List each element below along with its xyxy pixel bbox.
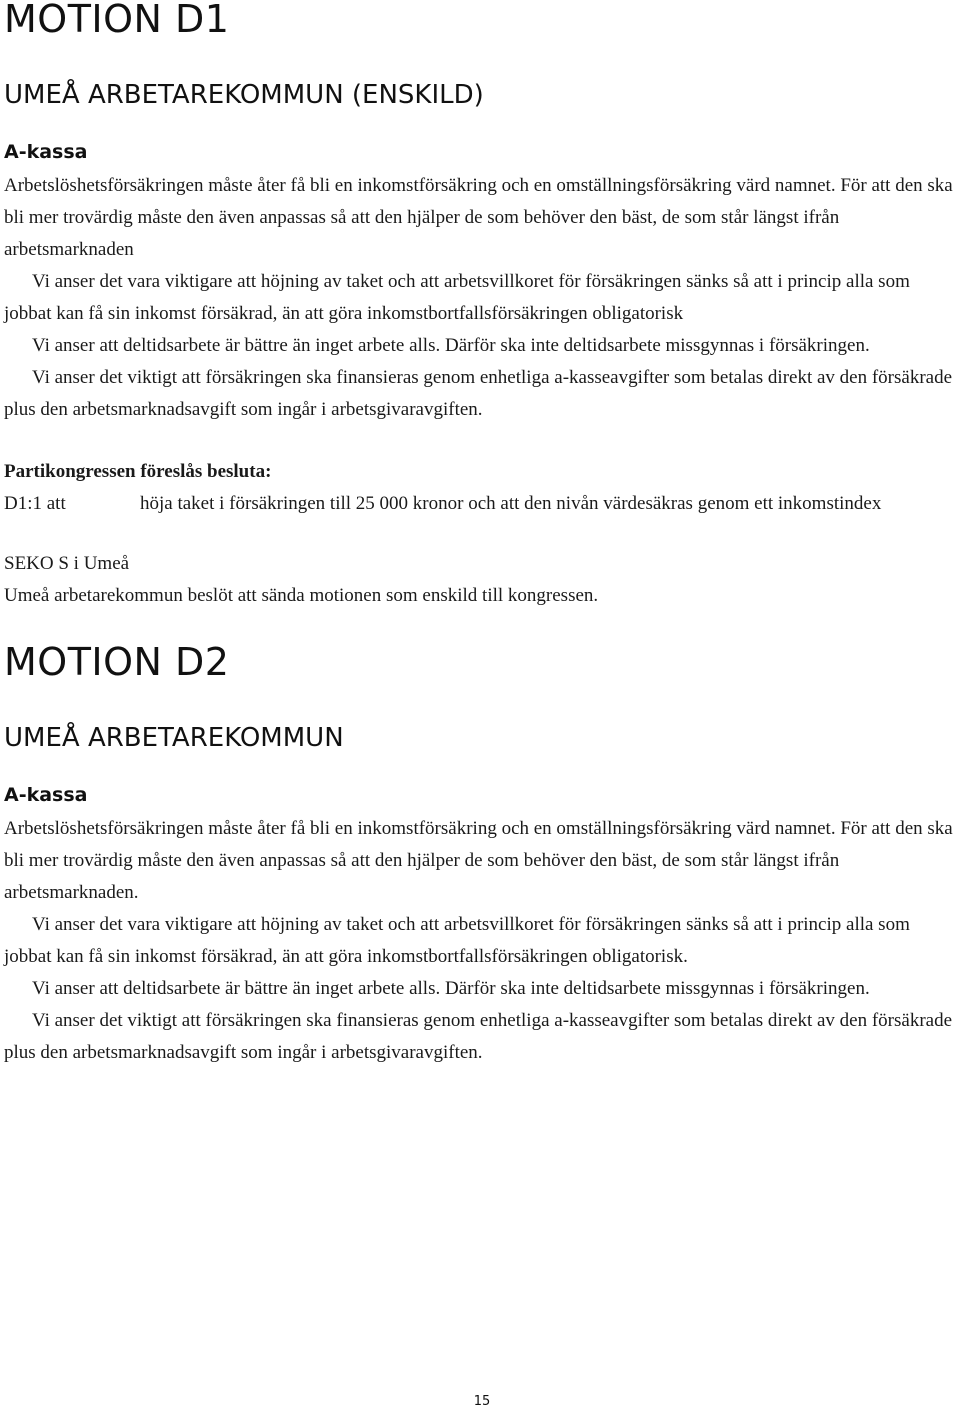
motion-d2-paragraph-4: Vi anser det viktigt att försäkringen ska finansieras genom enhetliga a-kasseavgifter som betalas direkt av den försäkrade plus den arbetsmarknadsavgift som ingår i arbetsgivaravgiften. — [4, 1010, 953, 1063]
motion-d1-title: MOTION D1 — [4, 0, 230, 41]
document-page — [4, 0, 956, 1069]
page-number: 15 — [473, 1394, 491, 1409]
motion-d1-decision-heading: Partikongressen föreslås besluta: — [4, 461, 272, 482]
motion-d1-section-heading: A-kassa — [4, 141, 88, 163]
motion-d1-paragraph-4: Vi anser det viktigt att försäkringen ska finansieras genom enhetliga a-kasseavgifter som betalas direkt av den försäkrade plus den arbetsmarknadsavgift som ingår i arbetsgivaravgiften. — [4, 367, 953, 420]
motion-d1-subtitle: UMEÅ ARBETAREKOMMUN (ENSKILD) — [4, 80, 484, 110]
motion-d2-paragraph-1: Arbetslöshetsförsäkringen måste åter få bli en inkomstförsäkring och en omställningsförsäkring värd namnet. För att den ska bli mer trovärdig måste den även anpassas så att den hjälper de som behöver den bäst, de som står längst ifrån arbetsmarknaden. — [4, 818, 953, 903]
motion-d2-section-heading: A-kassa — [4, 784, 88, 806]
motion-d1-paragraph-1: Arbetslöshetsförsäkringen måste åter få bli en inkomstförsäkring och en omställningsförsäkring värd namnet. För att den ska bli mer trovärdig måste den även anpassas så att den hjälper de som behöver den bäst, de som står längst ifrån arbetsmarknaden — [4, 175, 953, 260]
motion-d1-paragraph-3: Vi anser att deltidsarbete är bättre än inget arbete alls. Därför ska inte deltidsarbete missgynnas i försäkringen. — [32, 335, 870, 356]
motion-d2-title: MOTION D2 — [4, 640, 230, 684]
motion-d1-sender: SEKO S i Umeå — [4, 553, 130, 574]
motion-d2-subtitle: UMEÅ ARBETAREKOMMUN — [4, 723, 344, 753]
motion-d1-clause — [4, 488, 956, 520]
motion-d1-paragraph-2: Vi anser det vara viktigare att höjning av taket och att arbetsvillkoret för försäkringen sänks så att i princip alla som jobbat kan få sin inkomst försäkrad, än att göra inkomstbortfallsförsäkringen obligatorisk — [4, 271, 910, 324]
motion-d2-paragraph-2: Vi anser det vara viktigare att höjning av taket och att arbetsvillkoret för försäkringen sänks så att i princip alla som jobbat kan få sin inkomst försäkrad, än att göra inkomstbortfallsförsäkringen obligatorisk. — [4, 914, 910, 967]
motion-d2-paragraph-3: Vi anser att deltidsarbete är bättre än inget arbete alls. Därför ska inte deltidsarbete missgynnas i försäkringen. — [32, 978, 870, 999]
clause-label: D1:1 att — [4, 493, 66, 514]
clause-text: höja taket i försäkringen till 25 000 kronor och att den nivån värdesäkras genom ett inkomstindex — [140, 493, 882, 514]
motion-d1-note: Umeå arbetarekommun beslöt att sända motionen som enskild till kongressen. — [4, 585, 599, 606]
